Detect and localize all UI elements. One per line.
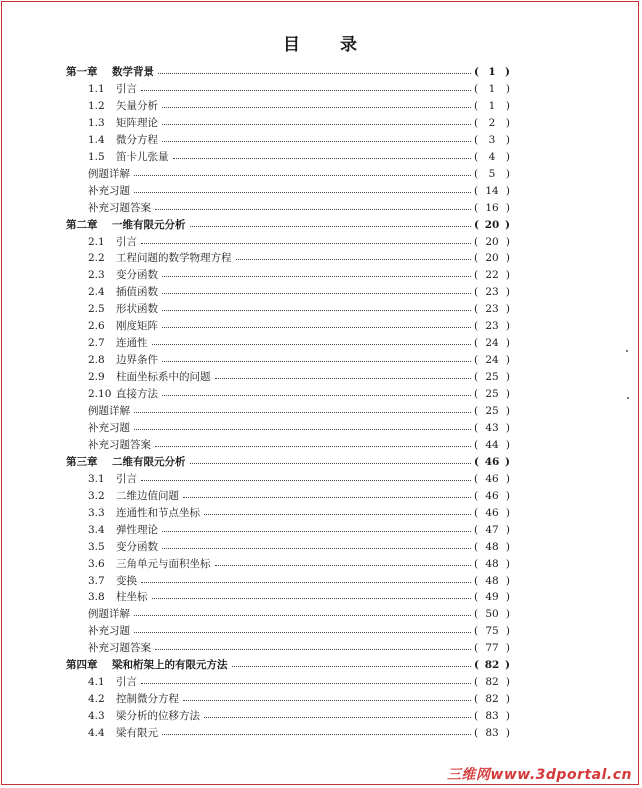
toc-entry-number: 3.2 xyxy=(88,489,105,502)
toc-entry-title: 梁分析的位移方法 xyxy=(116,710,200,723)
toc-leader-dots xyxy=(141,683,471,684)
toc-section-entry xyxy=(0,369,642,386)
toc-entry-number: 3.8 xyxy=(88,591,105,604)
toc-leader-dots xyxy=(162,107,471,108)
toc-entry-title: 引言 xyxy=(116,676,137,689)
toc-page-number: ( 14 ) xyxy=(474,184,510,197)
toc-page-number: ( 20 ) xyxy=(474,252,510,265)
toc-leader-dots xyxy=(162,395,471,396)
toc-page-number: ( 20 ) xyxy=(474,235,510,248)
toc-entry-title: 柱面坐标系中的问题 xyxy=(116,371,211,384)
toc-chapter-entry xyxy=(0,657,642,674)
toc-entry-title: 连通性和节点坐标 xyxy=(116,506,200,519)
toc-leader-dots xyxy=(190,463,471,464)
toc-section-entry xyxy=(0,708,642,725)
toc-supplement-entry xyxy=(0,420,642,437)
toc-page-number: ( 25 ) xyxy=(474,388,510,401)
toc-page-number: ( 48 ) xyxy=(474,540,510,553)
toc-leader-dots xyxy=(141,90,471,91)
toc-entry-number: 2.5 xyxy=(88,303,105,316)
toc-leader-dots xyxy=(162,141,471,142)
toc-entry-number: 3.5 xyxy=(88,540,105,553)
toc-page-number: ( 25 ) xyxy=(474,405,510,417)
toc-leader-dots xyxy=(183,497,471,498)
toc-page-number: ( 2 ) xyxy=(474,116,510,129)
toc-entry-number: 2.10 xyxy=(88,388,112,401)
toc-leader-dots xyxy=(215,378,471,379)
toc-entry-number: 1.2 xyxy=(88,99,105,112)
toc-section-entry xyxy=(0,81,642,98)
toc-entry-number: 3.6 xyxy=(88,557,105,570)
toc-entry-title: 梁有限元 xyxy=(116,727,158,740)
toc-entry-number: 4.1 xyxy=(88,676,105,689)
toc-section-entry xyxy=(0,505,642,522)
toc-section-entry xyxy=(0,725,642,742)
toc-entry-number: 2.7 xyxy=(88,337,105,350)
toc-leader-dots xyxy=(134,412,471,413)
scan-speck xyxy=(626,350,628,352)
toc-page-number: ( 43 ) xyxy=(474,421,510,434)
toc-section-entry xyxy=(0,386,642,403)
toc-leader-dots xyxy=(134,632,471,633)
toc-leader-dots xyxy=(215,565,471,566)
toc-leader-dots xyxy=(141,582,471,583)
toc-page-number: ( 1 ) xyxy=(474,66,510,78)
toc-page-number: ( 23 ) xyxy=(474,286,510,299)
page-title: 目 录 xyxy=(283,35,359,55)
toc-page-number: ( 24 ) xyxy=(474,354,510,367)
toc-supplement-entry xyxy=(0,200,642,217)
toc-entry-title: 连通性 xyxy=(116,337,148,350)
toc-entry-number: 第二章 xyxy=(66,218,98,231)
toc-leader-dots xyxy=(162,361,471,362)
toc-page-number: ( 44 ) xyxy=(474,438,510,451)
toc-entry-title: 引言 xyxy=(116,472,137,485)
toc-section-entry xyxy=(0,318,642,335)
toc-page-number: ( 77 ) xyxy=(474,642,510,655)
toc-leader-dots xyxy=(162,327,471,328)
toc-leader-dots xyxy=(190,226,471,227)
toc-entry-title: 形状函数 xyxy=(116,303,158,316)
toc-chapter-entry xyxy=(0,454,642,471)
toc-entry-title: 变分函数 xyxy=(116,269,158,282)
toc-leader-dots xyxy=(134,429,471,430)
toc-page-number: ( 23 ) xyxy=(474,320,510,333)
toc-entry-title: 数学背景 xyxy=(112,66,154,78)
toc-page-number: ( 3 ) xyxy=(474,133,510,146)
toc-page-number: ( 46 ) xyxy=(474,489,510,502)
toc-entry-title: 三角单元与面积坐标 xyxy=(116,557,211,570)
toc-entry-title: 例题详解 xyxy=(88,405,130,417)
toc-page-number: ( 75 ) xyxy=(474,625,510,638)
toc-section-entry xyxy=(0,301,642,318)
toc-page-number: ( 46 ) xyxy=(474,472,510,485)
toc-entry-title: 柱坐标 xyxy=(116,591,148,604)
toc-entry-number: 2.4 xyxy=(88,286,105,299)
toc-supplement-entry xyxy=(0,183,642,200)
toc-entry-title: 插值函数 xyxy=(116,286,158,299)
toc-entry-number: 1.5 xyxy=(88,150,105,163)
toc-leader-dots xyxy=(173,158,471,159)
toc-page-number: ( 46 ) xyxy=(474,506,510,519)
toc-entry-title: 引言 xyxy=(116,235,137,248)
toc-leader-dots xyxy=(162,276,471,277)
toc-entry-number: 1.4 xyxy=(88,133,105,146)
watermark: 三维网www.3dportal.cn xyxy=(446,767,632,783)
toc-entry-title: 补充习题答案 xyxy=(88,201,151,214)
toc-page-number: ( 50 ) xyxy=(474,608,510,621)
toc-section-entry xyxy=(0,522,642,539)
toc-entry-title: 直接方法 xyxy=(116,388,158,401)
toc-entry-number: 第一章 xyxy=(66,66,98,78)
toc-entry-number: 1.1 xyxy=(88,82,105,95)
toc-chapter-entry xyxy=(0,217,642,234)
toc-entry-number: 4.4 xyxy=(88,727,105,740)
toc-section-entry xyxy=(0,98,642,115)
toc-entry-number: 2.3 xyxy=(88,269,105,282)
toc-entry-title: 一维有限元分析 xyxy=(112,218,186,231)
toc-page-number: ( 23 ) xyxy=(474,303,510,316)
toc-entry-title: 补充习题答案 xyxy=(88,642,151,655)
toc-entry-title: 笛卡儿张量 xyxy=(116,150,169,163)
toc-section-entry xyxy=(0,352,642,369)
toc-entry-number: 3.4 xyxy=(88,523,105,536)
toc-entry-title: 引言 xyxy=(116,82,137,95)
toc-section-entry xyxy=(0,556,642,573)
toc-leader-dots xyxy=(155,209,471,210)
toc-entry-title: 矢量分析 xyxy=(116,99,158,112)
toc-page-number: ( 4 ) xyxy=(474,150,510,163)
toc-leader-dots xyxy=(141,480,471,481)
toc-section-entry xyxy=(0,691,642,708)
toc-leader-dots xyxy=(141,243,471,244)
toc-leader-dots xyxy=(162,548,471,549)
toc-entry-number: 3.7 xyxy=(88,574,105,587)
toc-section-entry xyxy=(0,267,642,284)
toc-supplement-entry xyxy=(0,640,642,657)
toc-page-number: ( 82 ) xyxy=(474,659,510,672)
toc-section-entry xyxy=(0,234,642,251)
toc-supplement-entry xyxy=(0,166,642,183)
toc-entry-title: 变分函数 xyxy=(116,540,158,553)
toc-entry-title: 梁和桁架上的有限元方法 xyxy=(112,659,228,672)
toc-supplement-entry xyxy=(0,623,642,640)
toc-page-number: ( 24 ) xyxy=(474,337,510,350)
toc-leader-dots xyxy=(152,598,471,599)
toc-section-entry xyxy=(0,488,642,505)
toc-entry-number: 2.9 xyxy=(88,371,105,384)
toc-entry-title: 补充习题 xyxy=(88,421,130,434)
toc-supplement-entry xyxy=(0,606,642,623)
toc-supplement-entry xyxy=(0,403,642,420)
toc-page-number: ( 83 ) xyxy=(474,727,510,740)
toc-entry-title: 矩阵理论 xyxy=(116,116,158,129)
toc-leader-dots xyxy=(155,649,471,650)
toc-entry-number: 1.3 xyxy=(88,116,105,129)
toc-chapter-entry xyxy=(0,64,642,81)
toc-section-entry xyxy=(0,471,642,488)
toc-section-entry xyxy=(0,115,642,132)
toc-leader-dots xyxy=(134,175,471,176)
toc-section-entry xyxy=(0,335,642,352)
toc-page-number: ( 20 ) xyxy=(474,218,510,231)
toc-entry-title: 变换 xyxy=(116,574,137,587)
toc-entry-number: 2.1 xyxy=(88,235,105,248)
toc-entry-title: 二维有限元分析 xyxy=(112,455,186,468)
toc-entry-title: 例题详解 xyxy=(88,167,130,180)
toc-leader-dots xyxy=(162,531,471,532)
toc-entry-title: 补充习题 xyxy=(88,184,130,197)
toc-supplement-entry xyxy=(0,437,642,454)
toc-leader-dots xyxy=(232,666,471,667)
toc-entry-title: 边界条件 xyxy=(116,354,158,367)
toc-entry-number: 2.6 xyxy=(88,320,105,333)
toc-entry-title: 工程问题的数学物理方程 xyxy=(116,252,232,265)
toc-page-number: ( 1 ) xyxy=(474,99,510,112)
toc-section-entry xyxy=(0,132,642,149)
toc-page-number: ( 49 ) xyxy=(474,591,510,604)
toc-section-entry xyxy=(0,149,642,166)
toc-entry-number: 第三章 xyxy=(66,455,98,468)
toc-page-number: ( 5 ) xyxy=(474,167,510,180)
scan-speck xyxy=(627,397,629,399)
toc-leader-dots xyxy=(162,734,471,735)
toc-entry-number: 2.8 xyxy=(88,354,105,367)
toc-entry-number: 3.1 xyxy=(88,472,105,485)
toc-section-entry xyxy=(0,284,642,301)
toc-page-number: ( 82 ) xyxy=(474,693,510,706)
toc-section-entry xyxy=(0,674,642,691)
toc-page-number: ( 47 ) xyxy=(474,523,510,536)
toc-leader-dots xyxy=(152,344,471,345)
toc-entry-title: 例题详解 xyxy=(88,608,130,621)
toc-section-entry xyxy=(0,250,642,267)
toc-leader-dots xyxy=(236,259,471,260)
toc-leader-dots xyxy=(162,310,471,311)
toc-leader-dots xyxy=(183,700,471,701)
toc-page-number: ( 48 ) xyxy=(474,557,510,570)
toc-entry-number: 4.2 xyxy=(88,693,105,706)
toc-page-number: ( 46 ) xyxy=(474,455,510,468)
toc-leader-dots xyxy=(134,615,471,616)
toc-page-number: ( 22 ) xyxy=(474,269,510,282)
toc-entry-title: 二维边值问题 xyxy=(116,489,179,502)
toc-entry-title: 控制微分方程 xyxy=(116,693,179,706)
toc-entry-number: 2.2 xyxy=(88,252,105,265)
toc-entry-number: 3.3 xyxy=(88,506,105,519)
toc-page-number: ( 82 ) xyxy=(474,676,510,689)
toc-leader-dots xyxy=(134,192,471,193)
toc-leader-dots xyxy=(162,293,471,294)
toc-section-entry xyxy=(0,573,642,590)
toc-leader-dots xyxy=(158,73,471,74)
toc-entry-number: 第四章 xyxy=(66,659,98,672)
toc-entry-title: 微分方程 xyxy=(116,133,158,146)
toc-leader-dots xyxy=(162,124,471,125)
toc-entry-title: 刚度矩阵 xyxy=(116,320,158,333)
toc-leader-dots xyxy=(204,514,471,515)
toc-page-number: ( 48 ) xyxy=(474,574,510,587)
toc-leader-dots xyxy=(155,446,471,447)
toc-entry-title: 补充习题 xyxy=(88,625,130,638)
toc-entry-title: 弹性理论 xyxy=(116,523,158,536)
toc-page-number: ( 83 ) xyxy=(474,710,510,723)
toc-leader-dots xyxy=(204,717,471,718)
toc-page-number: ( 16 ) xyxy=(474,201,510,214)
toc-page-number: ( 25 ) xyxy=(474,371,510,384)
toc-entry-title: 补充习题答案 xyxy=(88,438,151,451)
toc-page-number: ( 1 ) xyxy=(474,82,510,95)
toc-section-entry xyxy=(0,589,642,606)
toc-section-entry xyxy=(0,539,642,556)
toc-entry-number: 4.3 xyxy=(88,710,105,723)
